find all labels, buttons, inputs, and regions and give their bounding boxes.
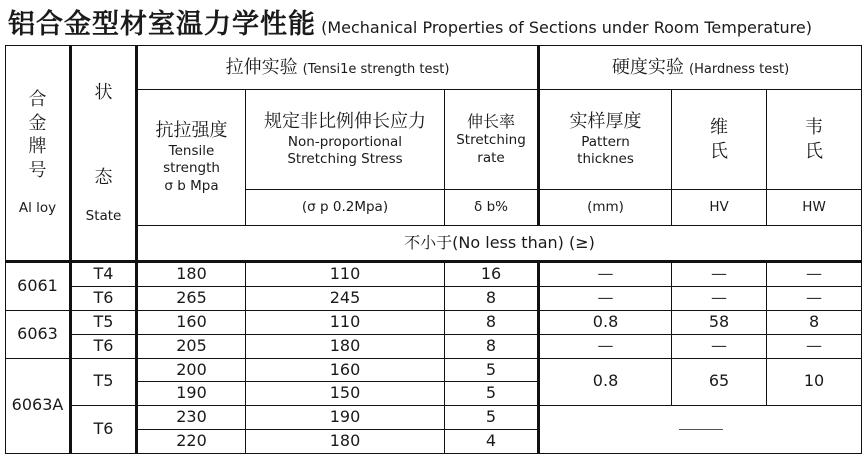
table-row: [6, 286, 862, 310]
title-chinese: 铝合金型材室温力学性能: [8, 9, 316, 40]
title-english: (Mechanical Properties of Sections under Room Temperature): [321, 18, 812, 37]
properties-table-wrapper: [5, 45, 861, 454]
non-proportional-stress-header: 规定非比例伸长应力 Non-proportional Stretching Stress: [246, 90, 445, 190]
non-proportional-cell: 110: [246, 310, 445, 334]
state-cell: T6: [71, 286, 137, 310]
empty-line: [679, 429, 723, 430]
non-proportional-cell: 245: [246, 286, 445, 310]
tensile-strength-cell: 265: [137, 286, 246, 310]
vickers-hardness-header: 维 氏: [672, 90, 767, 190]
hw-cell: —: [767, 334, 862, 358]
thickness-cell: —: [539, 286, 672, 310]
alloy-cell: 6061: [6, 262, 71, 311]
table-row: [6, 358, 862, 382]
stretching-rate-cell: 5: [445, 406, 539, 430]
state-header: 状 态 State: [71, 46, 137, 262]
stretching-rate-unit: δ b%: [445, 190, 539, 226]
tensile-strength-cell: 190: [137, 382, 246, 406]
hv-unit: HV: [672, 190, 767, 226]
hw-unit: HW: [767, 190, 862, 226]
stretching-rate-cell: 16: [445, 262, 539, 287]
alloy-cell: 6063: [6, 310, 71, 358]
tensile-strength-header: 抗拉强度 Tensile strength σ b Mpa: [137, 90, 246, 226]
tensile-strength-cell: 230: [137, 406, 246, 430]
stretching-rate-cell: 5: [445, 382, 539, 406]
non-proportional-unit: (σ p 0.2Mpa): [246, 190, 445, 226]
hv-cell: 65: [672, 358, 767, 406]
stretching-rate-cell: 4: [445, 430, 539, 454]
state-cell: T5: [71, 358, 137, 406]
state-cell: T6: [71, 334, 137, 358]
properties-table: [5, 45, 862, 454]
not-less-than-note: 不小于(No less than) (≥): [137, 226, 862, 262]
table-row: [6, 262, 862, 287]
hardness-test-group-header: 硬度实验 (Hardness test): [539, 46, 862, 90]
webster-hardness-header: 韦 氏: [767, 90, 862, 190]
hv-cell: 58: [672, 310, 767, 334]
state-cell: T6: [71, 406, 137, 454]
hw-cell: —: [767, 262, 862, 287]
stretching-rate-cell: 8: [445, 310, 539, 334]
tensile-test-group-header: 拉伸实验 (Tensi1e strength test): [137, 46, 539, 90]
alloy-header: 合 金 牌 号 Al loy: [6, 46, 71, 262]
thickness-unit: (mm): [539, 190, 672, 226]
table-row: [6, 310, 862, 334]
thickness-cell: —: [539, 262, 672, 287]
non-proportional-cell: 190: [246, 406, 445, 430]
non-proportional-cell: 180: [246, 430, 445, 454]
hv-cell: —: [672, 334, 767, 358]
tensile-strength-cell: 200: [137, 358, 246, 382]
non-proportional-cell: 180: [246, 334, 445, 358]
thickness-cell: 0.8: [539, 358, 672, 406]
tensile-strength-cell: 205: [137, 334, 246, 358]
tensile-strength-cell: 180: [137, 262, 246, 287]
stretching-rate-cell: 8: [445, 334, 539, 358]
non-proportional-cell: 110: [246, 262, 445, 287]
hv-cell: —: [672, 262, 767, 287]
stretching-rate-cell: 5: [445, 358, 539, 382]
tensile-strength-cell: 220: [137, 430, 246, 454]
hw-cell: 8: [767, 310, 862, 334]
hw-cell: —: [767, 286, 862, 310]
hv-cell: —: [672, 286, 767, 310]
table-row: [6, 406, 862, 430]
state-cell: T5: [71, 310, 137, 334]
non-proportional-cell: 160: [246, 358, 445, 382]
hw-cell: 10: [767, 358, 862, 406]
state-cell: T4: [71, 262, 137, 287]
alloy-cell: 6063A: [6, 358, 71, 453]
tensile-strength-cell: 160: [137, 310, 246, 334]
non-proportional-cell: 150: [246, 382, 445, 406]
page-title: [8, 2, 812, 42]
hardness-empty-cell: [539, 406, 862, 454]
pattern-thickness-header: 实样厚度 Pattern thicknes: [539, 90, 672, 190]
stretching-rate-header: 伸长率 Stretching rate: [445, 90, 539, 190]
table-row: [6, 334, 862, 358]
thickness-cell: —: [539, 334, 672, 358]
stretching-rate-cell: 8: [445, 286, 539, 310]
thickness-cell: 0.8: [539, 310, 672, 334]
